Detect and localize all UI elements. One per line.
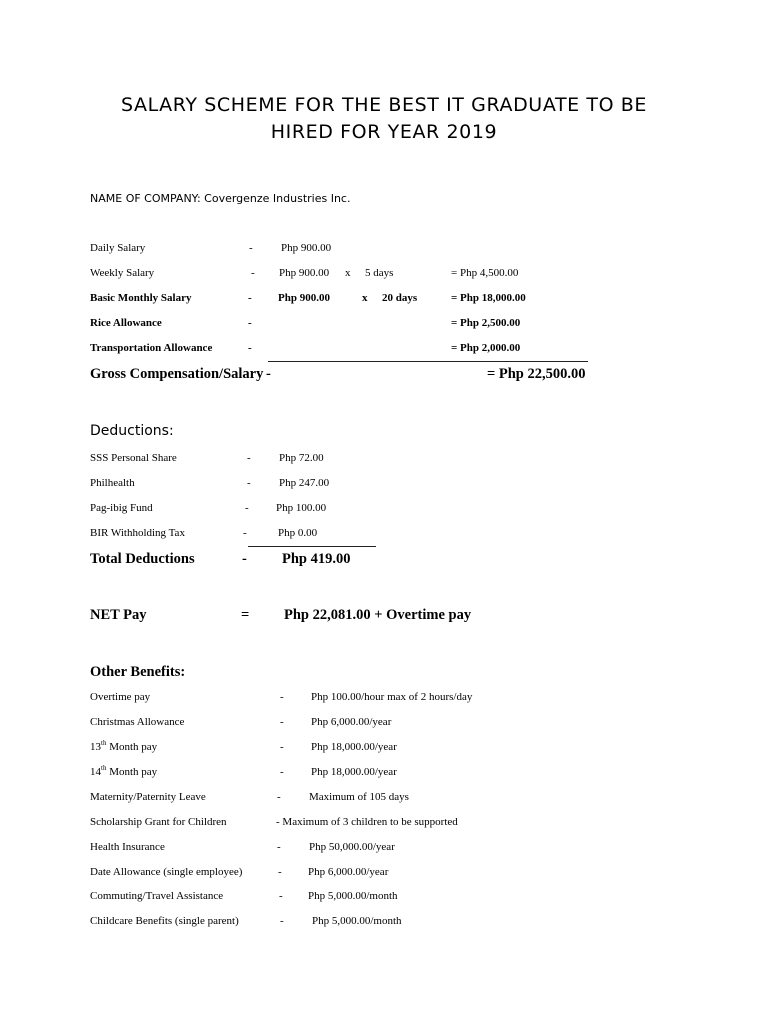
monthly-salary-total: = Php 18,000.00 (451, 292, 526, 304)
gross-divider (268, 361, 588, 362)
benefit-value: Php 100.00/hour max of 2 hours/day (311, 691, 473, 703)
weekly-salary-x: x (345, 267, 351, 279)
rice-allowance-total: = Php 2,500.00 (451, 317, 521, 329)
weekly-salary-total: = Php 4,500.00 (451, 267, 519, 279)
benefit-label-sup: th (101, 764, 107, 772)
title-line-1: SALARY SCHEME FOR THE BEST IT GRADUATE TO BE (120, 94, 648, 116)
benefit-value: Php 18,000.00/year (311, 766, 397, 778)
benefit-dash: - (277, 841, 281, 853)
monthly-salary-x: x (362, 292, 368, 304)
company-name: Covergenze Industries Inc. (204, 192, 351, 205)
deduction-dash: - (247, 477, 251, 489)
net-pay-eq: = (241, 607, 250, 623)
transport-allowance-dash: - (248, 342, 252, 354)
benefit-value: - Maximum of 3 children to be supported (276, 816, 458, 828)
benefit-dash: - (279, 890, 283, 902)
benefit-dash: - (280, 716, 284, 728)
weekly-salary-dash: - (251, 267, 255, 279)
benefit-dash: - (278, 866, 282, 878)
total-deductions-amount: Php 419.00 (282, 551, 351, 567)
benefit-label: Commuting/Travel Assistance (90, 890, 224, 902)
gross-dash: - (266, 366, 271, 382)
benefit-label-num: 13 (90, 741, 101, 753)
weekly-salary-rate: Php 900.00 (279, 267, 330, 279)
benefit-value: Php 18,000.00/year (311, 741, 397, 753)
deduction-label: BIR Withholding Tax (90, 527, 185, 539)
deductions-divider (248, 546, 376, 547)
deduction-label: Philhealth (90, 477, 135, 489)
deduction-amount: Php 0.00 (278, 527, 318, 539)
benefit-label: Health Insurance (90, 841, 165, 853)
deduction-label: Pag-ibig Fund (90, 502, 153, 514)
benefit-value: Php 5,000.00/month (312, 915, 402, 927)
total-deductions-label: Total Deductions (90, 551, 195, 567)
benefit-value: Maximum of 105 days (309, 791, 409, 803)
rice-allowance-dash: - (248, 317, 252, 329)
total-deductions-dash: - (242, 551, 247, 567)
daily-salary-rate: Php 900.00 (281, 242, 332, 254)
benefit-label-num: 14 (90, 766, 101, 778)
title-line-2: HIRED FOR YEAR 2019 (270, 121, 498, 143)
deduction-dash: - (247, 452, 251, 464)
weekly-salary-label: Weekly Salary (90, 267, 155, 279)
benefit-label: Childcare Benefits (single parent) (90, 915, 239, 927)
deductions-heading: Deductions: (90, 423, 174, 439)
transport-allowance-label: Transportation Allowance (90, 342, 213, 354)
company-label: NAME OF COMPANY: (90, 192, 201, 205)
benefit-label: Date Allowance (single employee) (90, 866, 243, 878)
net-pay-amount: Php 22,081.00 + Overtime pay (284, 607, 472, 623)
gross-total: = Php 22,500.00 (487, 366, 586, 382)
benefit-label: Maternity/Paternity Leave (90, 791, 206, 803)
weekly-salary-days: 5 days (365, 267, 394, 279)
deduction-dash: - (243, 527, 247, 539)
benefit-label-rest: Month pay (106, 741, 158, 753)
benefit-label: Overtime pay (90, 691, 151, 703)
deduction-amount: Php 72.00 (279, 452, 324, 464)
monthly-salary-label: Basic Monthly Salary (90, 292, 192, 304)
benefit-value: Php 5,000.00/month (308, 890, 398, 902)
gross-label: Gross Compensation/Salary (90, 366, 264, 382)
benefit-label-sup: th (101, 739, 107, 747)
daily-salary-label: Daily Salary (90, 242, 146, 254)
benefit-value: Php 50,000.00/year (309, 841, 395, 853)
benefit-dash: - (280, 691, 284, 703)
company-line (90, 192, 350, 205)
net-pay-label: NET Pay (90, 607, 147, 623)
benefit-label-rest: Month pay (106, 766, 158, 778)
deduction-amount: Php 247.00 (279, 477, 330, 489)
benefits-heading: Other Benefits: (90, 664, 186, 680)
benefit-dash: - (280, 915, 284, 927)
rice-allowance-label: Rice Allowance (90, 317, 162, 329)
page-title (0, 92, 768, 146)
benefit-value: Php 6,000.00/year (311, 716, 392, 728)
benefit-dash: - (280, 741, 284, 753)
monthly-salary-days: 20 days (382, 292, 418, 304)
benefit-label (90, 766, 157, 778)
benefit-label: Christmas Allowance (90, 716, 185, 728)
benefit-dash: - (280, 766, 284, 778)
deduction-dash: - (245, 502, 249, 514)
monthly-salary-rate: Php 900.00 (278, 292, 330, 304)
deduction-amount: Php 100.00 (276, 502, 327, 514)
transport-allowance-total: = Php 2,000.00 (451, 342, 521, 354)
benefit-label: Scholarship Grant for Children (90, 816, 227, 828)
benefit-dash: - (277, 791, 281, 803)
deduction-label: SSS Personal Share (90, 452, 177, 464)
monthly-salary-dash: - (248, 292, 252, 304)
daily-salary-dash: - (249, 242, 253, 254)
benefit-label (90, 741, 157, 753)
benefit-value: Php 6,000.00/year (308, 866, 389, 878)
